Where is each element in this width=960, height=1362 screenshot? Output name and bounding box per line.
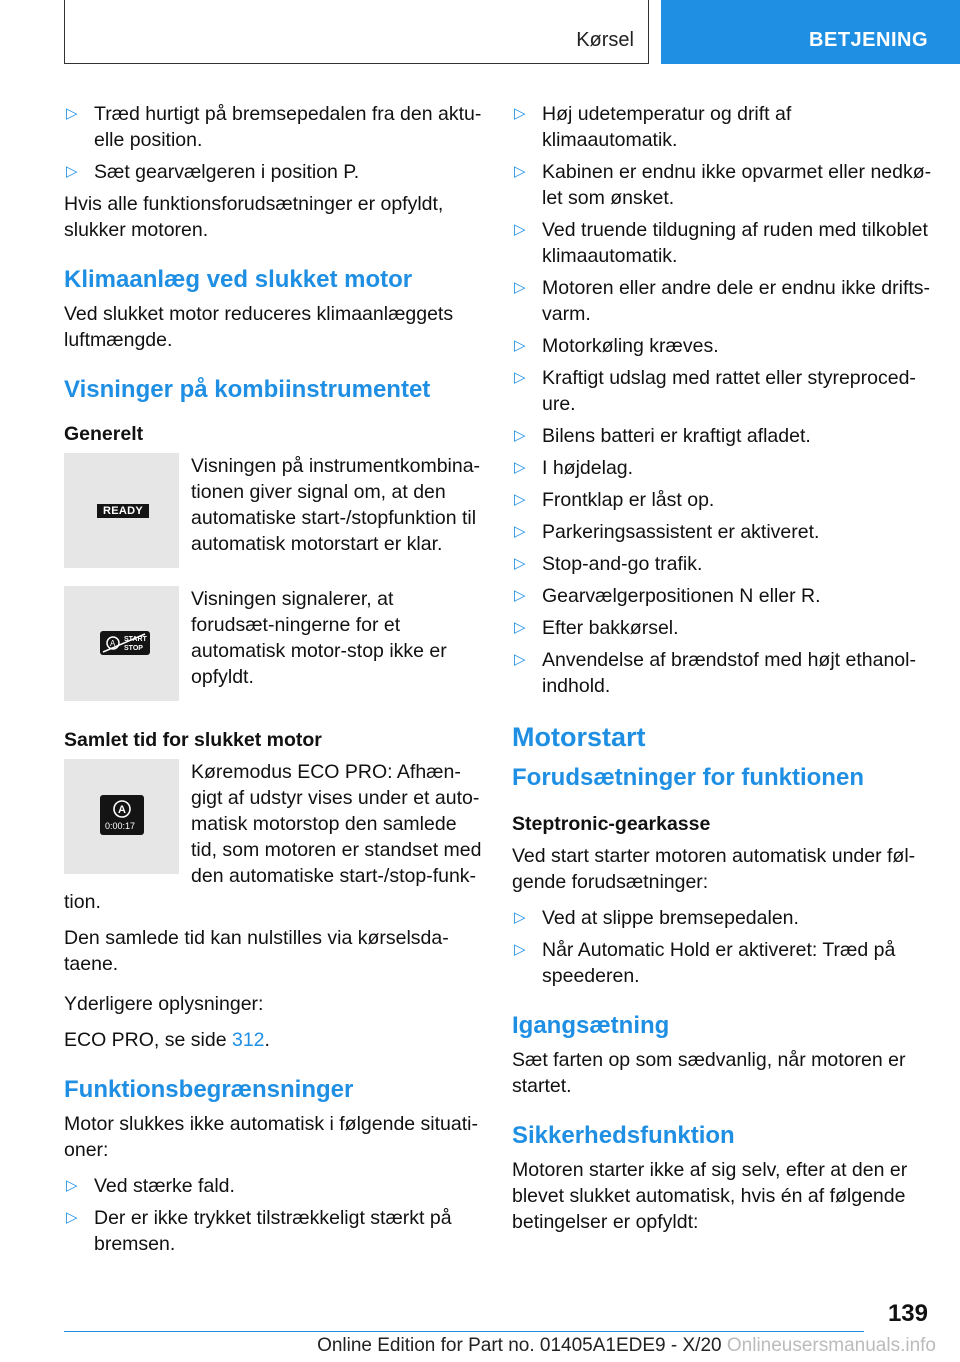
condition-item: ▷ Ved truende tildugning af ruden med tilkoblet klimaautomatik. <box>514 219 928 267</box>
bullet-marker-icon: ▷ <box>66 1177 78 1194</box>
start-stop-disabled-image <box>64 586 179 701</box>
ready-indicator-image <box>64 453 179 568</box>
figure-start-stop <box>64 586 482 701</box>
subheading-steptronic: Steptronic-gearkasse <box>512 813 711 835</box>
bullet-marker-icon: ▷ <box>66 105 78 122</box>
bullet-marker-icon: ▷ <box>514 279 526 296</box>
bullet-marker-icon: ▷ <box>514 427 526 444</box>
right-column <box>512 101 932 1245</box>
heading-visninger: Visninger på kombiinstrumentet <box>64 376 431 403</box>
stop-timer-badge <box>100 795 144 835</box>
bullet-marker-icon: ▷ <box>514 555 526 572</box>
subheading-generelt: Generelt <box>64 423 144 445</box>
bullet-marker-icon: ▷ <box>514 523 526 540</box>
condition-item: ▷ Bilens batteri er kraftigt afladet. <box>514 425 811 447</box>
condition-item: ▷ Høj udetemperatur og drift af klimaautomatik. <box>514 103 792 151</box>
bullet-item: ▷ Ved stærke fald. <box>66 1175 235 1197</box>
bullet-item: ▷ Der er ikke trykket tilstrækkeligt stærkt på bremsen. <box>66 1207 452 1255</box>
condition-item: ▷ Efter bakkørsel. <box>514 617 679 639</box>
paragraph: Den samlede tid kan nulstilles via kørselsda-taene. <box>64 927 449 975</box>
bullet-item: ▷ Ved at slippe bremsepedalen. <box>514 907 799 929</box>
paragraph: Motor slukkes ikke automatisk i følgende situati-oner: <box>64 1113 478 1161</box>
footer-watermark: Onlineusersmanuals.info <box>726 1335 936 1356</box>
bullet-marker-icon: ▷ <box>514 651 526 668</box>
footer-rule <box>64 1331 864 1332</box>
subheading-samlet-tid: Samlet tid for slukket motor <box>64 729 322 751</box>
bullet-marker-icon: ▷ <box>514 459 526 476</box>
heading-igangsaetning: Igangsætning <box>512 1012 670 1039</box>
paragraph: Ved slukket motor reduceres klimaanlæggets luftmængde. <box>64 303 454 351</box>
header-section-label: Kørsel <box>576 29 634 51</box>
page-number: 139 <box>887 1300 928 1327</box>
paragraph: ECO PRO, se side 312. <box>64 1029 270 1051</box>
bullet-marker-icon: ▷ <box>66 163 78 180</box>
figure-text: Visningen på instrumentkombina-tionen giver signal om, at den automatiske start-/stopfunktion til automatisk motorstart er klar. <box>191 455 481 555</box>
condition-item: ▷ Frontklap er låst op. <box>514 489 715 511</box>
stop-timer-value: 0:00:17 <box>105 821 136 831</box>
stop-badge-bottom-label: STOP <box>124 645 143 652</box>
stop-badge-top-label: START <box>124 636 147 643</box>
bullet-item: ▷ Sæt gearvælgeren i position P. <box>66 161 360 183</box>
footer-edition: Online Edition for Part no. 01405A1EDE9 - X/20 Onlineusersmanuals.info <box>317 1335 936 1356</box>
condition-item: ▷ Gearvælgerpositionen N eller R. <box>514 585 821 607</box>
figure-timer <box>64 759 482 889</box>
bullet-marker-icon: ▷ <box>514 337 526 354</box>
bullet-marker-icon: ▷ <box>514 221 526 238</box>
condition-item: ▷ Parkeringsassistent er aktiveret. <box>514 521 820 543</box>
paragraph: Motoren starter ikke af sig selv, efter at den er blevet slukket automatisk, hvis én af følgende betingelser er opfyldt: <box>512 1159 908 1233</box>
ready-badge: READY <box>97 504 149 518</box>
condition-item: ▷ Motoren eller andre dele er endnu ikke drifts-varm. <box>514 277 931 325</box>
heading-sikkerhedsfunktion: Sikkerhedsfunktion <box>512 1122 735 1149</box>
figure-text: Køremodus ECO PRO: Afhæn-gigt af udstyr vises under et auto-matisk motorstop den samlede tid, som motoren er standset med den automatiske start-/stop-funk- <box>191 761 482 887</box>
condition-item: ▷ Stop-and-go trafik. <box>514 553 703 575</box>
header-chapter-tab[interactable] <box>661 0 960 64</box>
heading-klimaanlaeg: Klimaanlæg ved slukket motor <box>64 266 413 293</box>
condition-item: ▷ Kraftigt udslag med rattet eller styreproced-ure. <box>514 367 916 415</box>
stop-timer-image <box>64 759 179 874</box>
bullet-marker-icon: ▷ <box>514 369 526 386</box>
paragraph: Hvis alle funktionsforudsætninger er opfyldt, slukker motoren. <box>64 193 444 241</box>
paragraph: Yderligere oplysninger: <box>64 993 264 1015</box>
heading-motorstart: Motorstart <box>512 722 646 752</box>
bullet-marker-icon: ▷ <box>514 941 526 958</box>
bullet-marker-icon: ▷ <box>66 1209 78 1226</box>
bullet-item: ▷ Træd hurtigt på bremsepedalen fra den aktu-elle position. <box>66 103 482 151</box>
condition-item: ▷ I højdelag. <box>514 457 634 479</box>
svg-text:A: A <box>110 639 116 648</box>
page-link-312[interactable]: 312 <box>231 1029 265 1051</box>
bullet-marker-icon: ▷ <box>514 587 526 604</box>
condition-item: ▷ Motorkøling kræves. <box>514 335 719 357</box>
figure-ready <box>64 453 482 568</box>
figure-text: Visningen signalerer, at forudsæt-ningerne for et automatisk motor-stop ikke er opfyldt. <box>191 588 447 688</box>
heading-funktionsbegraensninger: Funktionsbegrænsninger <box>64 1076 354 1103</box>
paragraph: Ved start starter motoren automatisk under føl-gende forudsætninger: <box>512 845 916 893</box>
paragraph: tion. <box>64 891 101 913</box>
condition-item: ▷ Kabinen er endnu ikke opvarmet eller nedkø-let som ønsket. <box>514 161 932 209</box>
bullet-marker-icon: ▷ <box>514 909 526 926</box>
paragraph: Sæt farten op som sædvanlig, når motoren er startet. <box>512 1049 906 1097</box>
auto-stop-icon: A <box>118 804 126 816</box>
bullet-item: ▷ Når Automatic Hold er aktiveret: Træd på speederen. <box>514 939 896 987</box>
condition-item: ▷ Anvendelse af brændstof med højt ethanol-indhold. <box>514 649 916 697</box>
bullet-marker-icon: ▷ <box>514 105 526 122</box>
header-section-box <box>64 0 649 64</box>
bullet-marker-icon: ▷ <box>514 163 526 180</box>
start-stop-off-icon <box>100 631 150 655</box>
bullet-marker-icon: ▷ <box>514 619 526 636</box>
condition-list <box>512 101 932 699</box>
heading-forudsaetninger: Forudsætninger for funktionen <box>512 764 864 791</box>
header-chapter-label: BETJENING <box>809 29 928 51</box>
bullet-marker-icon: ▷ <box>514 491 526 508</box>
left-column <box>64 101 482 1263</box>
